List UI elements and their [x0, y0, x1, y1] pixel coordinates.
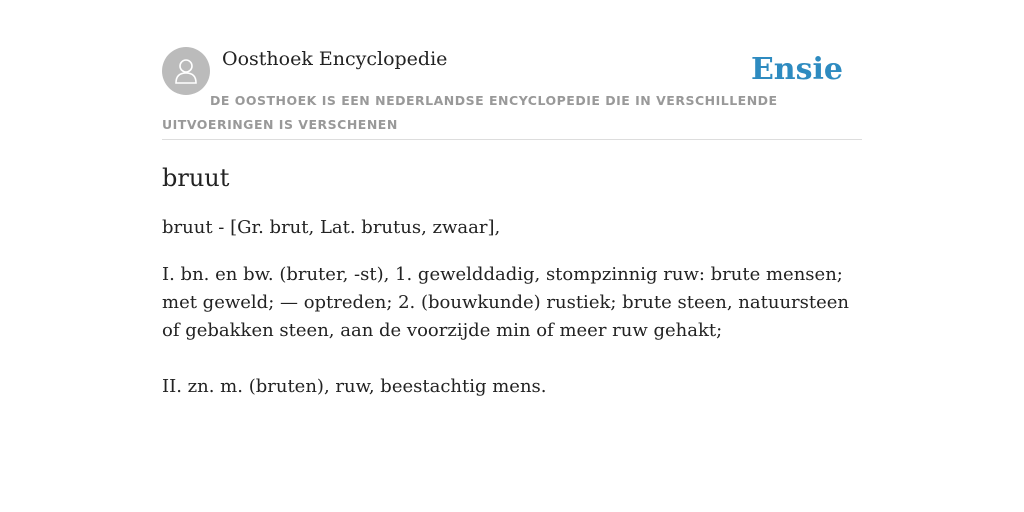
entry-etymology: bruut - [Gr. brut, Lat. brutus, zwaar],: [162, 217, 501, 238]
page-title: bruut: [162, 164, 230, 192]
ensie-logo-link[interactable]: Ensie: [750, 52, 843, 87]
entry-sense-2: II. zn. m. (bruten), ruw, beestachtig mens.: [162, 376, 547, 397]
entry-sense-1: I. bn. en bw. (bruter, -st), 1. gewelddadig, stompzinnig ruw: brute mensen; met geweld; — optreden; 2. (bouwkunde) rustiek; brute steen, natuursteen of gebakken steen, aan de voorzijde min of meer ruw gehakt;: [162, 264, 850, 341]
source-avatar[interactable]: [162, 47, 210, 95]
source-title[interactable]: Oosthoek Encyclopedie: [222, 48, 448, 70]
source-description: DE OOSTHOEK IS EEN NEDERLANDSE ENCYCLOPEDIE DIE IN VERSCHILLENDE UITVOERINGEN IS VERSCHENEN: [162, 93, 778, 132]
entry-body: [162, 214, 862, 401]
source-header: [162, 47, 862, 140]
page: [162, 0, 862, 401]
user-icon: [173, 57, 199, 85]
